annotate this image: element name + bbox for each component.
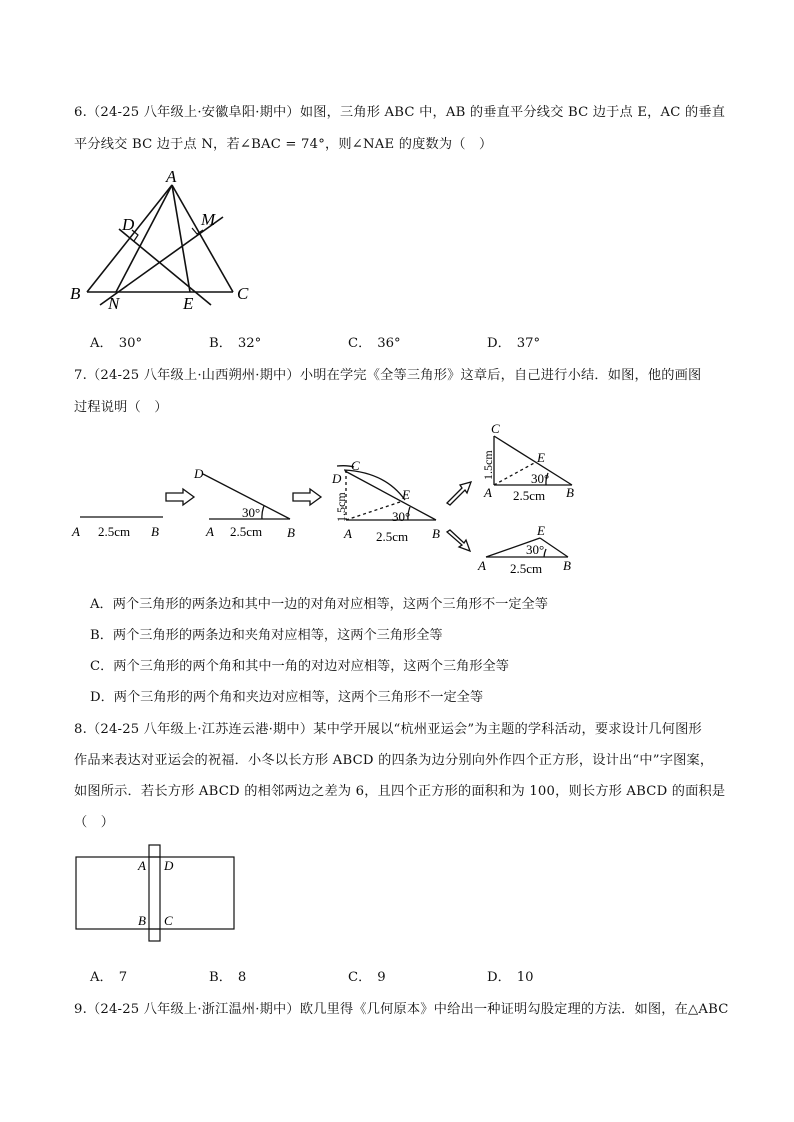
q7-t2-label-E: E [537,523,545,538]
q7-t2-angle: 30° [526,542,545,557]
q6-label-B: B [70,284,81,303]
q7-s2-label-D: D [194,466,204,481]
q6-label-M: M [201,210,216,229]
q7-t1-side-length: 1.5cm [481,450,495,480]
q8-stem-line4: （ ） [74,815,115,830]
q8-zhong-figure [70,842,242,946]
q7-t2-label-A: A [478,558,486,573]
q7-t1-label-C: C [491,421,500,436]
q8-stem-line3: 如图所示．若长方形 ABCD 的相邻两边之差为 6，且四个正方形的面积和为 100，则长方形 ABCD 的面积是 [74,784,726,799]
q9-stem-line1: 9.（24-25 八年级上·浙江温州·期中）欧几里得《几何原本》中给出一种证明勾股定理的方法．如图，在△ABC [74,1002,729,1017]
q8-label-C: C [164,913,173,928]
q8-option-d: D． 10 [487,970,534,985]
q6-label-D: D [122,215,135,234]
q7-s2-length: 2.5cm [230,524,263,539]
q7-s2-angle: 30° [242,505,261,520]
q8-stem-line1: 8.（24-25 八年级上·江苏连云港·期中）某中学开展以“杭州亚运会”为主题的学科活动，要求设计几何图形 [74,722,702,737]
q7-t2-label-B: B [563,558,571,573]
q8-option-c: C． 9 [348,970,386,985]
q7-option-c: C．两个三角形的两个角和其中一角的对边对应相等，这两个三角形全等 [90,659,509,674]
q7-option-d: D．两个三角形的两个角和夹边对应相等，这两个三角形不一定全等 [90,690,484,705]
q6-label-N: N [108,294,120,313]
q6-option-c: C． 36° [348,336,401,351]
q8-label-B: B [138,913,146,928]
q8-label-A: A [138,858,146,873]
q7-s3-label-D: D [332,471,342,486]
q7-t1-label-B: B [566,485,574,500]
q7-t1-label-A: A [484,485,492,500]
q7-s3-side-length: 1.5cm [334,492,348,522]
q6-option-d: D． 37° [487,336,541,351]
q7-construction-figure [66,416,596,584]
q7-s1-label-B: B [151,524,159,539]
q7-t2-length: 2.5cm [510,561,543,576]
q6-option-b: B． 32° [209,336,262,351]
q6-label-A: A [166,167,177,186]
q7-t1-angle: 30° [531,471,550,486]
q7-s2-label-B: B [287,525,295,540]
q6-label-C: C [237,284,249,303]
q7-s1-label-A: A [72,524,80,539]
q8-stem-line2: 作品来表达对亚运会的祝福．小冬以长方形 ABCD 的四条为边分别向外作四个正方形，设计出“中”字图案， [74,753,714,768]
q6-stem-line2: 平分线交 BC 边于点 N，若∠BAC = 74°，则∠NAE 的度数为（ ） [74,137,493,152]
q7-s3-label-B: B [432,526,440,541]
q8-option-b: B． 8 [209,970,247,985]
q7-s3-length: 2.5cm [376,529,409,544]
q7-t1-length: 2.5cm [513,488,546,503]
q7-s3-angle: 30° [392,509,411,524]
q8-label-D: D [164,858,174,873]
q7-t1-label-E: E [537,450,545,465]
q7-s1-length: 2.5cm [98,524,131,539]
q7-stem-line1: 7.（24-25 八年级上·山西朔州·期中）小明在学完《全等三角形》这章后，自己进行小结．如图，他的画图 [74,368,702,383]
q6-option-a: A． 30° [90,336,143,351]
q7-option-a: A．两个三角形的两条边和其中一边的对角对应相等，这两个三角形不一定全等 [90,597,548,612]
q7-stem-line2: 过程说明（ ） [74,400,168,415]
q7-s3-label-C: C [351,458,360,473]
q7-s2-label-A: A [206,524,214,539]
q6-triangle-figure [62,160,272,320]
q7-s3-label-A: A [344,526,352,541]
q6-label-E: E [183,294,194,313]
q6-stem-line1: 6.（24-25 八年级上·安徽阜阳·期中）如图，三角形 ABC 中，AB 的垂直平分线交 BC 边于点 E，AC 的垂直 [74,105,726,120]
q7-s3-label-E: E [402,487,410,502]
q8-option-a: A． 7 [90,970,128,985]
q7-option-b: B．两个三角形的两条边和夹角对应相等，这两个三角形全等 [90,628,443,643]
